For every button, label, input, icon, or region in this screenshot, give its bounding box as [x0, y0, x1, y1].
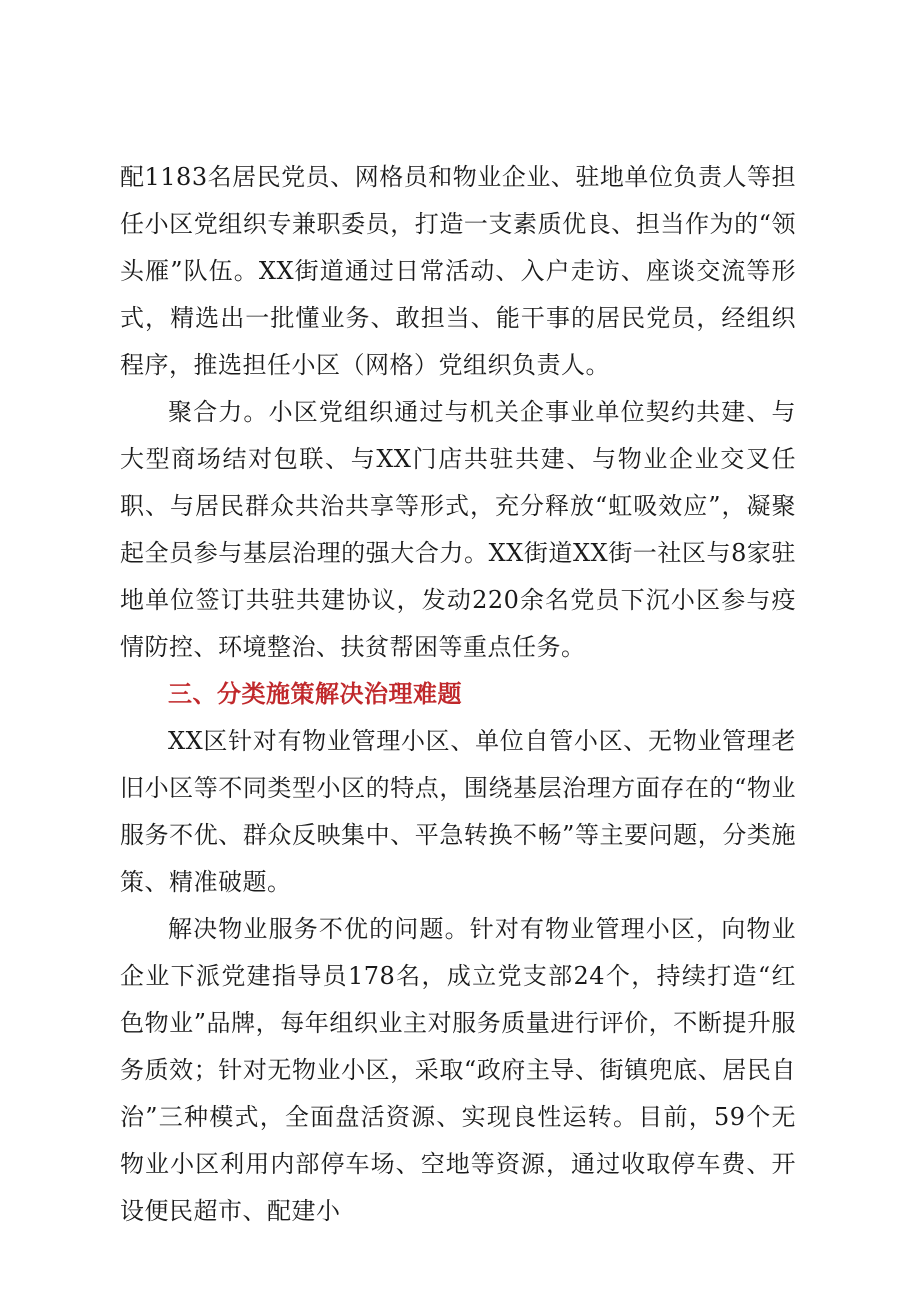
paragraph-gather-strength: 聚合力。小区党组织通过与机关企事业单位契约共建、与大型商场结对包联、与XX门店共驻共建、与物业企业交叉任职、与居民群众共治共享等形式，充分释放“虹吸效应”，凝聚起全员参与基层治理的强大合力。XX街道XX街一社区与8家驻地单位签订共驻共建协议，发动220余名党员下沉小区参与疫情防控、环境整治、扶贫帮困等重点任务。 [120, 398, 796, 661]
paragraph-continuation: 配1183名居民党员、网格员和物业企业、驻地单位负责人等担任小区党组织专兼职委员，打造一支素质优良、担当作为的“领头雁”队伍。XX街道通过日常活动、入户走访、座谈交流等形式，精选出一批懂业务、敢担当、能干事的居民党员，经组织程序，推选担任小区（网格）党组织负责人。 [120, 163, 796, 379]
paragraph-property-service: 解决物业服务不优的问题。针对有物业管理小区，向物业企业下派党建指导员178名，成立党支部24个，持续打造“红色物业”品牌，每年组织业主对服务质量进行评价，不断提升服务质效；针对无物业小区，采取“政府主导、街镇兜底、居民自治”三种模式，全面盘活资源、实现良性运转。目前，59个无物业小区利用内部停车场、空地等资源，通过收取停车费、开设便民超市、配建小 [120, 915, 796, 1225]
document-body [120, 154, 796, 1235]
paragraph-section-intro: XX区针对有物业管理小区、单位自管小区、无物业管理老旧小区等不同类型小区的特点，围绕基层治理方面存在的“物业服务不优、群众反映集中、平急转换不畅”等主要问题，分类施策、精准破题。 [120, 727, 796, 896]
section-heading: 三、分类施策解决治理难题 [168, 680, 462, 708]
